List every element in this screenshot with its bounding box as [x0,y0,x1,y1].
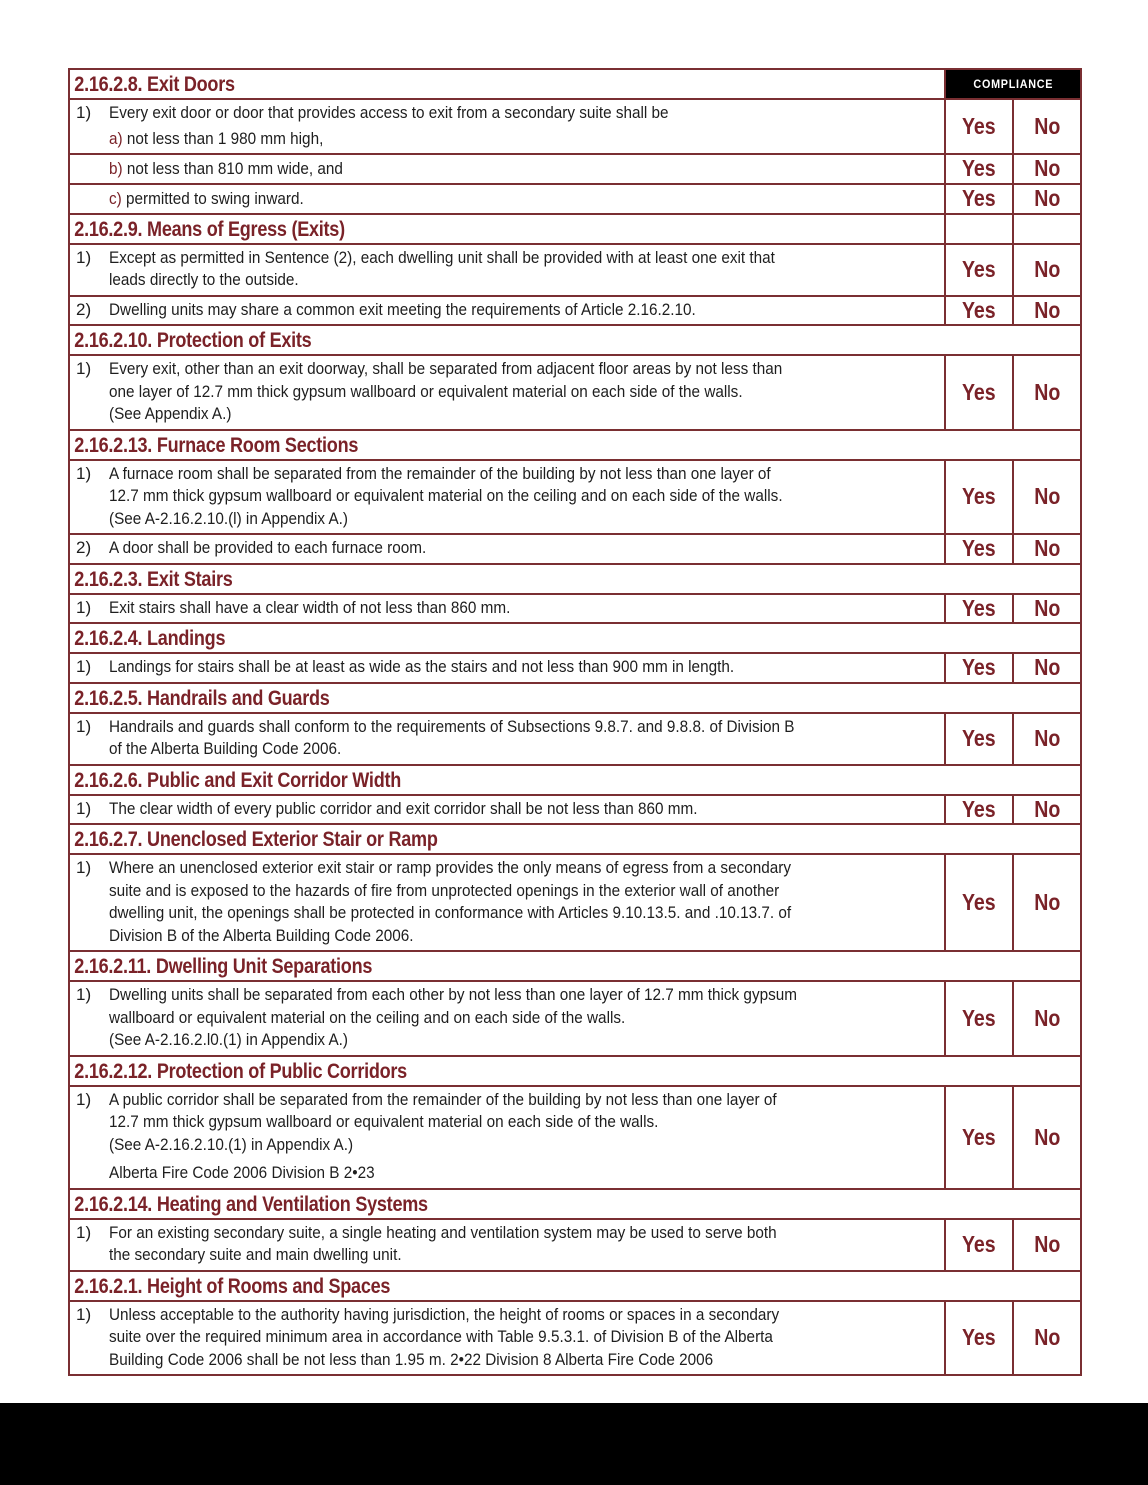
requirement-line: Dwelling units shall be separated from each other by not less than one layer of 12.7 mm thick gypsum [109,985,798,1004]
yes-label: Yes [962,112,996,139]
requirement-row [69,1086,1081,1189]
requirement-line: Building Code 2006 shall be not less than 1.95 m. 2•22 Division 8 Alberta Fire Code 2006 [109,1349,714,1369]
requirement-line: The clear width of every public corridor and exit corridor shall be not less than 860 mm. [109,798,698,818]
section-header-row [69,325,1081,355]
item-number: 1) [76,858,92,877]
section-header-row [69,430,1081,460]
no-option[interactable] [1013,1219,1081,1271]
requirement-line: A door shall be provided to each furnace room. [109,538,427,557]
requirement-item [70,461,944,534]
yes-label: Yes [962,889,996,915]
requirement-cell [69,854,945,951]
requirement-row [69,1219,1081,1271]
requirement-text [109,463,855,531]
no-option[interactable] [1013,981,1081,1056]
requirement-item [70,1087,944,1188]
requirement-cell [69,653,945,683]
yes-option[interactable] [945,653,1013,683]
requirement-line: the secondary suite and main dwelling unit. [109,1245,402,1264]
requirement-text [109,358,855,426]
requirement-cell [69,154,945,184]
requirement-item [70,356,944,429]
no-option[interactable] [1013,460,1081,535]
section-title-cell [69,214,945,244]
no-label: No [1033,725,1061,751]
item-number: 1) [76,597,92,617]
yes-label: Yes [962,535,996,562]
no-option[interactable] [1013,594,1081,624]
no-option[interactable] [1013,296,1081,326]
section-title-cell [69,683,1081,713]
requirement-line: (See A-2.16.2.l0.(1) in Appendix A.) [109,1030,349,1049]
requirement-row [69,99,1081,154]
requirement-item [70,982,944,1055]
requirement-row [69,854,1081,951]
requirement-row [69,154,1081,184]
requirement-item [70,297,944,325]
yes-label: Yes [962,1231,996,1257]
item-number: 1) [76,1304,92,1324]
section-title: 2.16.2.9. Means of Egress (Exits) [74,217,345,241]
no-option[interactable] [1013,1301,1081,1376]
requirement-line: dwelling unit, the openings shall be protected in conformance with Articles 9.10.13.5. and .10.13.7. of [109,903,792,922]
sub-item [70,185,944,213]
requirement-text [109,857,855,947]
yes-label: Yes [962,1324,996,1351]
requirement-line: A public corridor shall be separated from the remainder of the building by not less than one layer of [109,1089,777,1109]
compliance-header [945,69,1081,99]
item-number: 1) [76,103,92,122]
no-option[interactable] [1013,355,1081,430]
section-title-cell [69,824,1081,854]
sub-item-letter: b) [109,158,123,178]
section-title-cell [69,951,1081,981]
section-title-cell [69,1271,1081,1301]
page-footer-note: Alberta Fire Code 2006 Division B 2•23 [109,1163,375,1182]
requirement-item [70,1302,944,1375]
requirement-line: 12.7 mm thick gypsum wallboard or equivalent material on the ceiling and on each side of the walls. [109,486,783,505]
no-option[interactable] [1013,184,1081,214]
requirement-line: Except as permitted in Sentence (2), each dwelling unit shall be provided with at least one exit that [109,247,775,267]
section-title: 2.16.2.1. Height of Rooms and Spaces [74,1274,391,1298]
section-header-row [69,1056,1081,1086]
yes-option[interactable] [945,296,1013,326]
requirement-cell [69,184,945,214]
section-title-cell [69,623,1081,653]
no-option[interactable] [1013,653,1081,683]
requirement-item [70,855,944,950]
requirement-line: Where an unenclosed exterior exit stair or ramp provides the only means of egress from a secondary [109,858,792,877]
section-title: 2.16.2.13. Furnace Room Sections [74,433,359,457]
requirement-cell [69,296,945,326]
section-title: 2.16.2.5. Handrails and Guards [74,686,330,710]
yes-label: Yes [962,483,996,510]
no-option[interactable] [1013,713,1081,765]
sub-item [70,155,944,183]
requirement-line: suite and is exposed to the hazards of fire from unprotected openings in the exterior wall of another [109,880,780,900]
yes-label: Yes [962,594,996,621]
section-title: 2.16.2.10. Protection of Exits [74,329,312,352]
no-label: No [1033,483,1061,510]
yes-option[interactable] [945,244,1013,296]
item-number: 2) [76,299,92,319]
requirement-text [109,656,855,679]
section-title: 2.16.2.7. Unenclosed Exterior Stair or Ramp [74,828,438,851]
requirement-item [70,1220,944,1270]
requirement-text [109,798,855,821]
requirement-cell [69,981,945,1056]
requirement-cell [69,795,945,825]
item-number: 1) [76,359,92,378]
requirement-cell [69,534,945,564]
requirement-line: Handrails and guards shall conform to the requirements of Subsections 9.8.7. and 9.8.8. of Division B [109,716,795,736]
requirement-line: Every exit door or door that provides access to exit from a secondary suite shall be [109,103,669,122]
requirement-text [109,537,855,560]
requirement-text [109,247,855,292]
requirement-line: leads directly to the outside. [109,270,299,289]
requirement-line: 12.7 mm thick gypsum wallboard or equivalent material on each side of the walls. [109,1112,659,1131]
yes-option[interactable] [945,184,1013,214]
requirement-row [69,296,1081,326]
yes-option[interactable] [945,795,1013,825]
requirement-item [70,595,944,623]
section-header-row [69,1271,1081,1301]
yes-label: Yes [962,1004,996,1031]
compliance-checklist-table [68,68,1082,1376]
requirement-line: one layer of 12.7 mm thick gypsum wallboard or equivalent material on each side of the walls. [109,381,743,401]
requirement-row [69,460,1081,535]
yes-label: Yes [962,256,996,282]
requirement-row [69,355,1081,430]
requirement-line: For an existing secondary suite, a single heating and ventilation system may be used to serve both [109,1222,777,1242]
requirement-line: Exit stairs shall have a clear width of not less than 860 mm. [109,597,511,617]
no-option[interactable] [1013,244,1081,296]
no-label: No [1033,1324,1061,1351]
yes-label: Yes [962,725,996,751]
bottom-black-band [0,1403,1148,1485]
no-option[interactable] [1013,154,1081,184]
requirement-cell [69,1301,945,1376]
no-label: No [1033,1231,1061,1257]
requirement-line: (See A-2.16.2.10.(l) in Appendix A.) [109,508,349,528]
section-header-row [69,214,1081,244]
sub-item-body: not less than 1 980 mm high, [122,128,324,148]
no-label: No [1033,654,1061,681]
no-option[interactable] [1013,795,1081,825]
section-title-cell [69,564,1081,594]
requirement-row [69,534,1081,564]
no-label: No [1033,795,1061,822]
section-header-row [69,824,1081,854]
yes-label: Yes [962,185,996,211]
no-option[interactable] [1013,854,1081,951]
section-title: 2.16.2.4. Landings [74,627,226,650]
section-title-cell [69,765,1081,795]
sub-item-letter: a) [109,128,123,148]
no-option[interactable] [1013,1086,1081,1189]
section-header-row [69,683,1081,713]
no-label: No [1033,185,1061,211]
section-title: 2.16.2.3. Exit Stairs [74,567,233,591]
requirement-text [109,716,855,761]
requirement-line: Landings for stairs shall be at least as wide as the stairs and not less than 900 mm in length. [109,657,735,676]
requirement-line: wallboard or equivalent material on the ceiling and on each side of the walls. [109,1007,626,1027]
requirement-text [109,102,855,125]
requirement-cell [69,1219,945,1271]
no-label: No [1033,889,1061,915]
requirement-cell [69,99,945,154]
requirement-text [109,1304,855,1372]
requirement-line: of the Alberta Building Code 2006. [109,739,342,758]
section-title: 2.16.2.14. Heating and Ventilation Systems [74,1192,428,1216]
requirement-row [69,981,1081,1056]
requirement-item [70,535,944,563]
yes-option[interactable] [945,460,1013,535]
section-title: 2.16.2.6. Public and Exit Corridor Width [74,768,402,792]
requirement-text [109,299,855,322]
yes-label: Yes [962,795,996,822]
no-label: No [1033,112,1061,139]
requirement-cell [69,244,945,296]
yes-option[interactable] [945,854,1013,951]
requirement-cell [69,1086,945,1189]
requirement-line: Unless acceptable to the authority having jurisdiction, the height of rooms or spaces in a secondary [109,1304,780,1324]
yes-label: Yes [962,1123,996,1150]
yes-option[interactable] [945,1301,1013,1376]
no-label: No [1033,155,1061,181]
yes-label: Yes [962,654,996,681]
section-header-row [69,765,1081,795]
item-number: 1) [76,798,92,818]
sub-item [70,125,944,153]
requirement-line: (See A-2.16.2.10.(1) in Appendix A.) [109,1134,354,1154]
requirement-item [70,714,944,764]
requirement-row [69,653,1081,683]
yes-label: Yes [962,296,996,323]
requirement-text [109,1089,855,1185]
yes-option[interactable] [945,594,1013,624]
sub-item-letter: c) [109,188,122,208]
section-header-row [69,69,1081,99]
section-header-row [69,951,1081,981]
requirement-item [70,796,944,824]
section-title: 2.16.2.12. Protection of Public Corridors [74,1059,407,1083]
requirement-line: suite over the required minimum area in accordance with Table 9.5.3.1. of Division B of the Alberta [109,1327,773,1346]
no-label: No [1033,1123,1061,1150]
section-header-row [69,623,1081,653]
yes-option[interactable] [945,713,1013,765]
item-number: 1) [76,716,92,736]
requirement-text [109,597,855,620]
section-title-cell [69,1056,1081,1086]
item-number: 1) [76,1222,92,1242]
requirement-cell [69,594,945,624]
section-header-row [69,564,1081,594]
no-label: No [1033,535,1061,562]
yes-option[interactable] [945,99,1013,154]
no-label: No [1033,378,1061,405]
requirement-row [69,184,1081,214]
sub-item-body: permitted to swing inward. [121,188,304,208]
item-number: 1) [76,1089,92,1109]
yes-label: Yes [962,378,996,405]
requirement-cell [69,460,945,535]
section-title-cell [69,430,1081,460]
section-title-cell [69,69,945,99]
item-number: 2) [76,538,92,557]
yes-label: Yes [962,155,996,181]
sub-item-text [109,188,304,210]
section-header-row [69,1189,1081,1219]
requirement-line: Dwelling units may share a common exit meeting the requirements of Article 2.16.2.10. [109,299,696,319]
requirement-item [70,245,944,295]
requirement-row [69,244,1081,296]
requirement-row [69,594,1081,624]
no-label: No [1033,296,1061,323]
no-option[interactable] [1013,534,1081,564]
requirement-line: Every exit, other than an exit doorway, shall be separated from adjacent floor areas by not less than [109,359,783,378]
yes-option[interactable] [945,1219,1013,1271]
section-title-cell [69,325,1081,355]
requirement-row [69,1301,1081,1376]
requirement-item [70,654,944,682]
no-label: No [1033,256,1061,282]
empty-yes-cell [945,214,1013,244]
sub-item-text [109,128,323,150]
section-title-cell [69,1189,1081,1219]
yes-option[interactable] [945,534,1013,564]
yes-option[interactable] [945,154,1013,184]
no-label: No [1033,1004,1061,1031]
sub-item-text [109,158,343,180]
requirement-text [109,1222,855,1267]
item-number: 1) [76,463,92,483]
requirement-row [69,713,1081,765]
requirement-cell [69,713,945,765]
requirement-line: A furnace room shall be separated from the remainder of the building by not less than one layer of [109,463,771,483]
no-option[interactable] [1013,99,1081,154]
section-title: 2.16.2.11. Dwelling Unit Separations [74,955,373,978]
no-label: No [1033,594,1061,621]
item-number: 1) [76,657,92,676]
requirement-cell [69,355,945,430]
requirement-line: (See Appendix A.) [109,404,232,423]
yes-option[interactable] [945,1086,1013,1189]
item-number: 1) [76,985,92,1004]
section-title: 2.16.2.8. Exit Doors [74,73,235,96]
requirement-row [69,795,1081,825]
empty-no-cell [1013,214,1081,244]
requirement-line: Division B of the Alberta Building Code 2006. [109,925,414,945]
item-number: 1) [76,247,92,267]
sub-item-body: not less than 810 mm wide, and [122,158,343,178]
yes-option[interactable] [945,981,1013,1056]
compliance-label: COMPLIANCE [973,77,1053,91]
requirement-item [70,100,944,125]
yes-option[interactable] [945,355,1013,430]
requirement-text [109,984,855,1052]
